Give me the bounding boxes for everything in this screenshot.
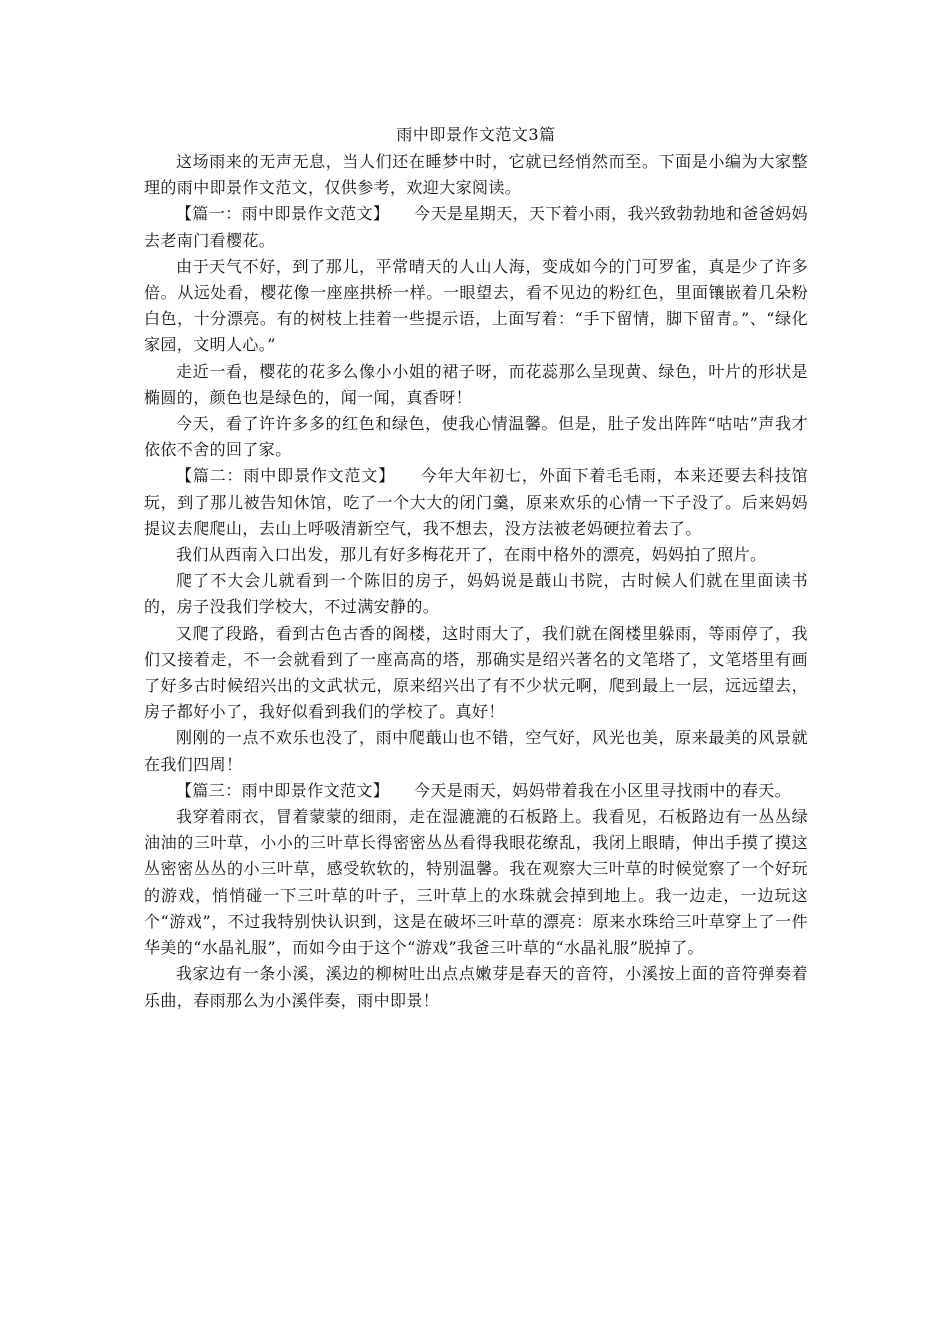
paragraph: 刚刚的一点不欢乐也没了，雨中爬蕺山也不错，空气好，风光也美，原来最美的风景就在我们四周！ (144, 728, 808, 774)
paragraph: 我们从西南入口出发，那儿有好多梅花开了，在雨中格外的漂亮，妈妈拍了照片。 (176, 545, 767, 565)
paragraph: 爬了不大会儿就看到一个陈旧的房子，妈妈说是蕺山书院，古时候人们就在里面读书的，房子没我们学校大，不过满安静的。 (144, 571, 808, 617)
paragraph: 又爬了段路，看到古色古香的阁楼，这时雨大了，我们就在阁楼里躲雨，等雨停了，我们又接着走，不一会就看到了一座高高的塔，那确实是绍兴著名的文笔塔了，文笔塔里有画了好多古时候绍兴出的文武状元，原来绍兴出了有不少状元啊，爬到最上一层，远远望去，房子都好小了，我好似看到我们的学校了。真好！ (144, 623, 808, 722)
paragraph: 今天，看了许许多多的红色和绿色，使我心情温馨。但是，肚子发出阵阵“咕咕”声我才依依不舍的回了家。 (144, 414, 808, 460)
paragraph: 我穿着雨衣，冒着蒙蒙的细雨，走在湿漉漉的石板路上。我看见，石板路边有一丛丛绿油油的三叶草，小小的三叶草长得密密丛丛看得我眼花缭乱，我闭上眼睛，伸出手摸了摸这丛密密丛丛的小三叶草，感受软软的，特别温馨。我在观察大三叶草的时候觉察了一个好玩的游戏，悄悄碰一下三叶草的叶子，三叶草上的水珠就会掉到地上。我一边走，一边玩这个“游戏”，不过我特别快认识到，这是在破坏三叶草的漂亮：原来水珠给三叶草穿上了一件华美的“水晶礼服”，而如今由于这个“游戏”我爸三叶草的“水晶礼服”脱掉了。 (144, 807, 808, 958)
paragraph: 我家边有一条小溪，溪边的柳树吐出点点嫩芽是春天的音符，小溪按上面的音符弹奏着乐曲，春雨那么为小溪伴奏，雨中即景！ (144, 964, 808, 1010)
document-page (144, 122, 808, 1014)
paragraph-essay-2-start: 【篇二：雨中即景作文范文】 今年大年初七，外面下着毛毛雨，本来还要去科技馆玩，到了那儿被告知休馆，吃了一个大大的闭门羹，原来欢乐的心情一下子没了。后来妈妈提议去爬爬山，去山上呼吸清新空气，我不想去，没方法被老妈硬拉着去了。 (144, 466, 808, 538)
paragraph: 由于天气不好，到了那儿，平常晴天的人山人海，变成如今的门可罗雀，真是少了许多倍。从远处看，樱花像一座座拱桥一样。一眼望去，看不见边的粉红色，里面镶嵌着几朵粉白色，十分漂亮。有的树枝上挂着一些提示语，上面写着：“手下留情，脚下留青。”、“绿化家园，文明人心。” (144, 256, 808, 355)
document-title: 雨中即景作文范文3篇 (396, 125, 556, 144)
paragraph-intro: 这场雨来的无声无息，当人们还在睡梦中时，它就已经悄然而至。下面是小编为大家整理的雨中即景作文范文，仅供参考，欢迎大家阅读。 (144, 152, 808, 198)
paragraph-essay-3-start: 【篇三：雨中即景作文范文】 今天是雨天，妈妈带着我在小区里寻找雨中的春天。 (176, 780, 792, 800)
paragraph-essay-1-start: 【篇一：雨中即景作文范文】 今天是星期天，天下着小雨，我兴致勃勃地和爸爸妈妈去老南门看樱花。 (144, 204, 808, 250)
paragraph: 走近一看，樱花的花多么像小小姐的裙子呀，而花蕊那么呈现黄、绿色，叶片的形状是椭圆的，颜色也是绿色的，闻一闻，真香呀！ (144, 361, 808, 407)
